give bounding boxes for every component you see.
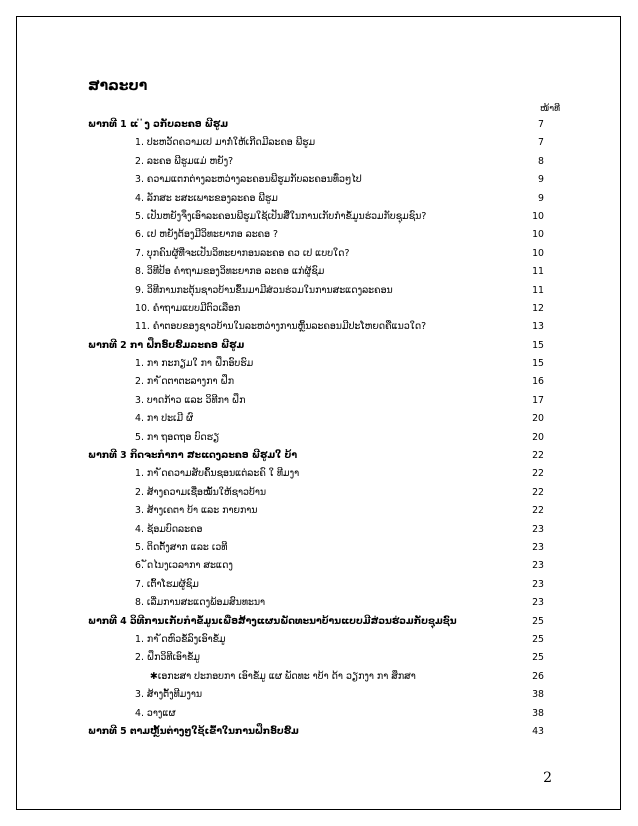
toc-entry [88,465,544,483]
toc-entry-page: 23 [532,541,544,553]
toc-entry-text: 5. ຕິດຕັ້ງສາກ ແລະ ເວທີ [135,541,228,553]
toc-entry-text: 7. ເຕົ້າໂຮມຜູ້ຊົມ [135,578,199,590]
toc-entry-page: 10 [532,247,544,259]
toc-entry-page: 38 [532,689,544,701]
page-number: 2 [543,770,552,786]
toc-entry-text: 2. ຝຶກວິທີເອົາຂໍ້ມູ [135,652,200,664]
toc-entry-text: 3. ຄວາມແຕກຕ່າງລະຫວ່າງລະຄອນພີຮູມກັບລະຄອນທົ່ວໆໄປ [135,174,362,186]
toc-entry-text: ✱ເອກະສາ ປະກອບກາ ເອົາຂໍ້ມູ ແຜ ພັດທະ າບ້າ ດ້າ ວຽກງາ ກາ ສຶກສາ [150,670,416,682]
toc-entry-page: 23 [532,578,544,590]
toc-entry-page: 7 [538,119,544,130]
toc-chapter-entry [88,116,544,134]
page-column-label: ໜ້າທີ [539,104,560,114]
toc-entry-page: 22 [532,505,544,517]
toc-entry-page: 26 [532,670,544,682]
toc-entry-text: ພາກທີ 5 ຕາມຫຼັ້ນຕ່າງໆໃຊ້ເຂົ້າໃນການຝຶກອົບຮົມ [88,725,299,737]
toc-entry [88,576,544,594]
toc-entry-page: 17 [532,394,544,406]
toc-entry-text: 1. ກາ ກະກຽມໃ ກາ ຝຶກອົບຮົມ [135,358,254,370]
toc-entry-page: 38 [532,707,544,719]
toc-entry [88,392,544,410]
toc-entry-text: ພາກທີ 1 ແ ່ ່ງ ວກັບລະຄອ ພີຮູມ [88,119,229,130]
toc-entry-text: ພາກທີ 2 ກາ ຝຶກອົບຮົມລະຄອ ພີຮູມ [88,339,245,351]
toc-entry [88,153,544,171]
toc-entry [88,171,544,189]
toc-entry-page: 22 [532,486,544,498]
toc-entry [88,649,544,667]
toc-entry-page: 15 [532,358,544,370]
toc-entry-text: 4. ຊ້ອມບົດລະຄອ [135,523,203,535]
toc-entry-page: 11 [532,284,544,296]
toc-entry-text: 3. ບາດກ້າວ ແລະ ວິທີກາ ຝຶກ [135,394,246,406]
toc-entry-page: 20 [532,413,544,425]
toc-entry-page: 25 [532,652,544,664]
toc-entry [88,410,544,428]
toc-entry-text: 5. ກາ ຖອດຖອ ບົດຮຽ [135,431,220,443]
toc-entry [88,226,544,244]
toc-entry [88,557,544,575]
toc-entry-page: 10 [532,210,544,222]
toc-entry-page: 10 [532,229,544,241]
toc-entry-page: 9 [538,174,544,186]
toc-entry-text: 5. ເປັນຫຍັງຈຶ່ງເອົາລະຄອນພີຮູມໃຊ້ເປັນສື່ໃນການເກັບກຳຂໍ້ມູນຮ່ວມກັບຊຸມຊົນ? [135,210,427,222]
toc-entry-page: 43 [532,725,544,737]
toc-entry-page: 16 [532,376,544,388]
toc-entry [88,282,544,300]
toc-entry-page: 25 [532,633,544,645]
toc-entry [88,300,544,318]
toc-entry-text: 4. ວາງແຜ [135,707,176,719]
toc-entry-text: 8. ເລີ່ມການສະແດງພ້ອມສົນທະນາ [135,597,266,609]
toc-entry-text: 2. ກາ ັດຕາຕະລາງກາ ຝຶກ [135,376,234,388]
toc-entry-text: 4. ລັກສະ ະສະເພາະຂອງລະຄອ ພີຮູມ [135,192,278,204]
toc-entry-page: 13 [532,321,544,333]
toc-entry [88,190,544,208]
toc-entry-text: 2. ສ້າງຄວາມເຊື່ອໝັ້ນໃຫ້ຊາວບ້ານ [135,486,267,498]
toc-entry-text: 3. ສ້າງເຄຕາ ບ້າ ແລະ ກາຍການ [135,505,258,517]
toc-entry [88,484,544,502]
toc-entry [88,373,544,391]
toc-entry-text: 6. ັດໄນງເວລາກາ ສະແດງ [135,560,233,572]
toc-entry [88,521,544,539]
toc-chapter-entry [88,337,544,355]
toc-chapter-entry [88,447,544,465]
toc-chapter-entry [88,613,544,631]
toc-entry [88,502,544,520]
toc-entry [88,263,544,281]
toc-entry-page: 23 [532,560,544,572]
toc-entry-page: 11 [532,266,544,278]
toc-entry-text: 11. ຄຳຕອບຂອງຊາວບ້ານໃນລະຫວ່າງການຫຼິ້ນລະຄອນມີປະໂຫຍດຄືແນວໃດ? [135,321,427,333]
toc-entry [88,208,544,226]
toc-entry [88,631,544,649]
toc-entry-page: 23 [532,523,544,535]
toc-chapter-entry [88,723,544,741]
toc-entry-page: 20 [532,431,544,443]
toc-entry [88,705,544,723]
toc-entry [88,594,544,612]
toc-entry-text: 9. ວິທີການກະຕຸ້ນຊາວບ້ານຂຶ້ນມາມີສ່ວນຮ່ວມໃນການສະແດງລະຄອນ [135,284,393,296]
toc-entry-text: 8. ວິທີປ້ອ ຄຳຖາມຂອງວິທະຍາກອ ລະຄອ ແກ່ຜູ້ຊົມ [135,266,325,278]
toc-entry-text: 1. ກາ ັດຄວາມສັບຄົ້ນຊອນແຕ່ລະຄົ ໃ ທີມງາ [135,468,300,480]
toc-entry [88,539,544,557]
toc-entry [88,668,544,686]
toc-entry-page: 7 [538,137,544,149]
toc-entry-text: ພາກທີ 3 ກິດຈະກຳກາ ສະແດງລະຄອ ພີຮູມໃ ບ້າ [88,450,298,462]
toc-entry [88,429,544,447]
toc-entry-text: 1. ປະຫວັດຄວາມເປ ມາກໍ່ໃຫ້ເກີດມີລະຄອ ພີຮູມ [135,137,316,149]
toc-entry-text: 7. ບຸກຄົນຜູ້ທີ່ຈະເປັນວິທະຍາກອນລະຄອ ຄວ ເປ ແບບໃດ? [135,247,350,259]
toc-entry-page: 22 [532,450,544,462]
toc-entry-page: 12 [532,302,544,314]
toc-entry-text: 4. ກາ ປະເມີ ຜົ [135,413,194,425]
toc-entry-page: 15 [532,339,544,351]
toc-entry [88,134,544,152]
toc-entry-page: 25 [532,615,544,627]
toc-entry [88,686,544,704]
toc-entry-page: 22 [532,468,544,480]
toc-entry [88,245,544,263]
toc-entry-text: 1. ກາ ັດຫົວຂໍ້ລົງເອົາຂໍ້ມູ [135,633,226,645]
toc-entry-page: 23 [532,597,544,609]
toc-entry-text: 10. ຄຳຖາມແບບມີຕົວເລືອກ [135,302,241,314]
table-of-contents [88,116,544,741]
toc-entry-text: ພາກທີ 4 ວິທີການເກັບກຳຂໍ້ມູນເພື່ອສ້າງແຜນພັດທະນາບ້ານແບບມີສ່ວນຮ່ວມກັບຊຸມຊົນ [88,615,457,627]
toc-entry [88,318,544,336]
toc-entry-text: 2. ລະຄອ ພີຮູມແມ່ ຫຍັງ? [135,155,234,167]
toc-entry-text: 6. ເປ ຫຍັງຕ້ອງມີວິທະຍາກອ ລະຄອ ? [135,229,279,241]
toc-entry-page: 8 [538,155,544,167]
page-title: ສາລະບາ [88,78,148,94]
toc-entry-text: 3. ສ້າງຕັ້ງທີມງານ [135,689,203,701]
toc-entry [88,355,544,373]
toc-entry-page: 9 [538,192,544,204]
